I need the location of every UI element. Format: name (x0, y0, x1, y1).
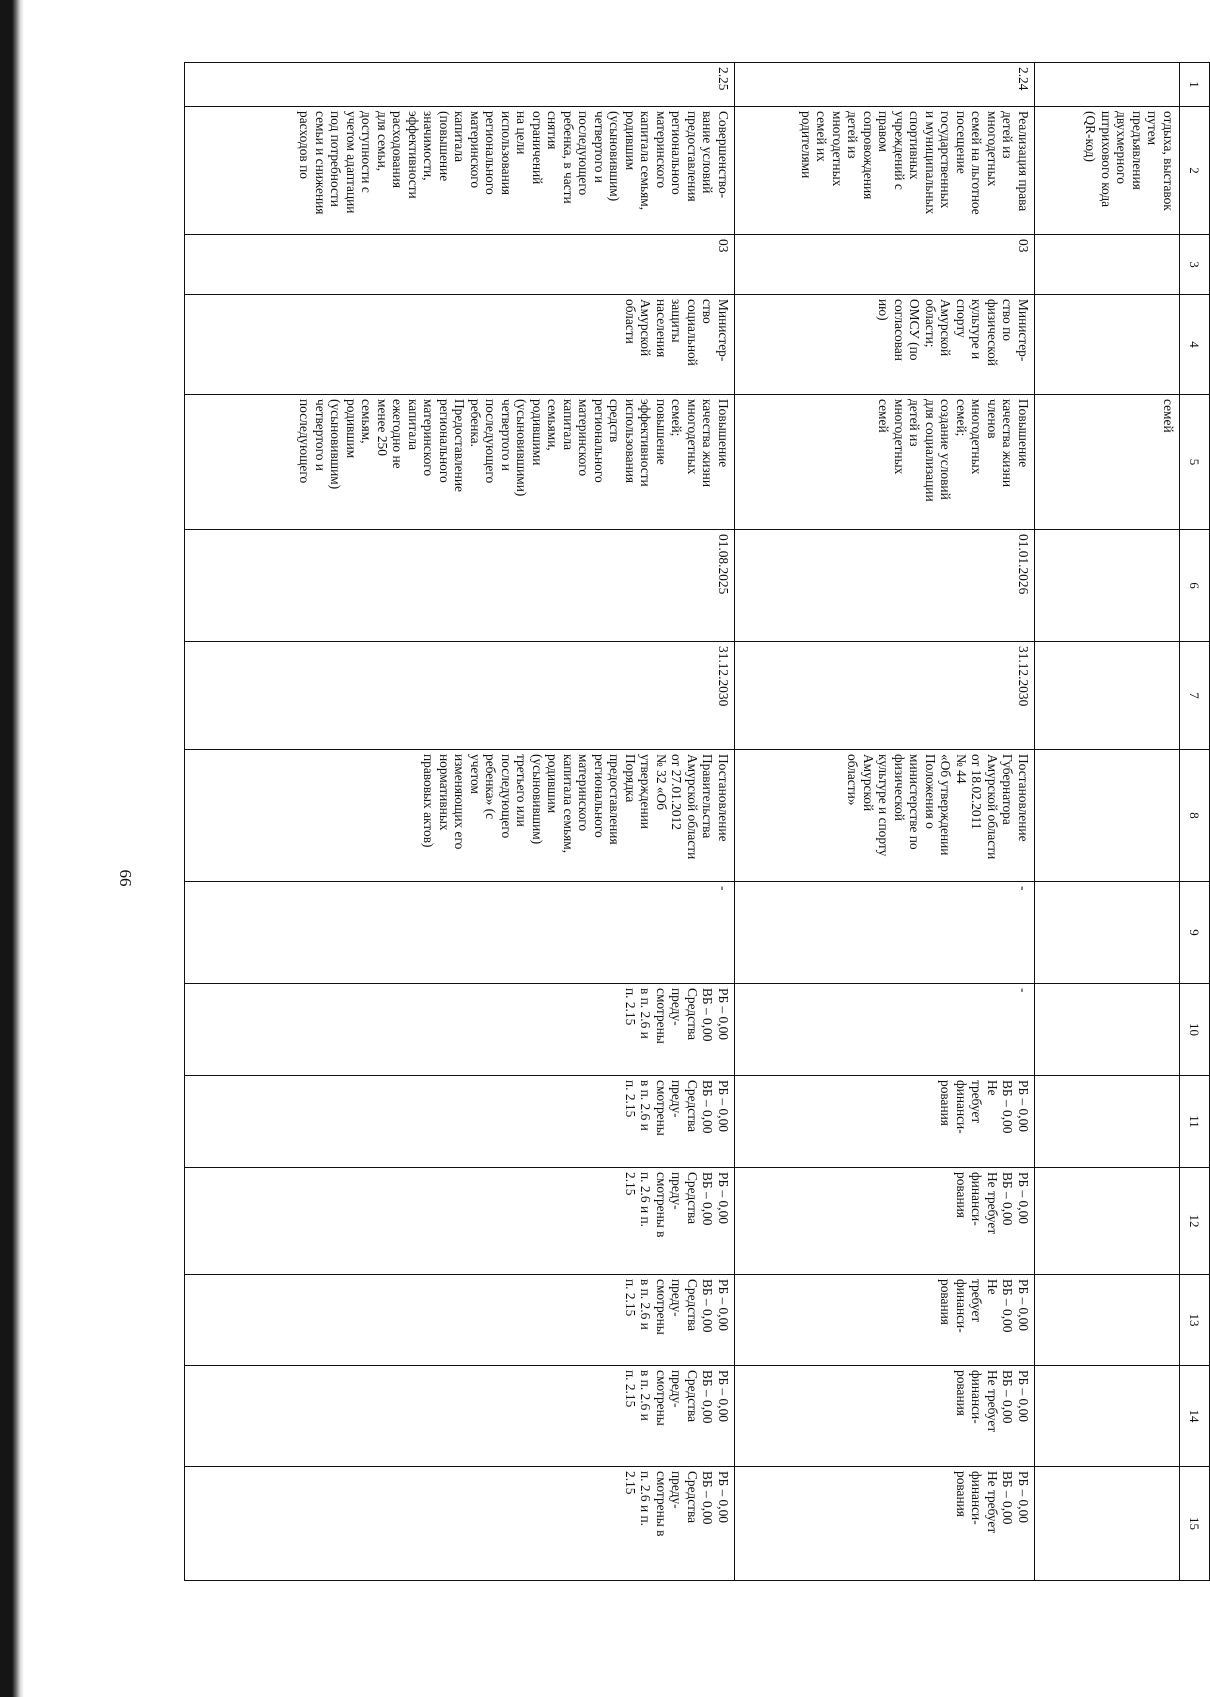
table-cell (1035, 1366, 1180, 1467)
funding-cell: - (735, 984, 1035, 1076)
responsible-executor: Министер- ство социальной защиты населения Амурской области (185, 295, 735, 395)
table-cell (1035, 235, 1180, 295)
start-date: 01.08.2025 (185, 530, 735, 642)
column-number: 11 (1180, 1076, 1210, 1168)
column-number: 8 (1180, 750, 1210, 882)
table-cell (1035, 530, 1180, 642)
measures-table (184, 62, 1210, 1581)
column-number: 4 (1180, 295, 1210, 395)
funding-cell: РБ – 0,00 ВБ – 0,00 Не требует финанси- рования (735, 1168, 1035, 1275)
table-row-continuation (1035, 63, 1180, 1581)
column-number: 15 (1180, 1467, 1210, 1581)
column-number: 10 (1180, 984, 1210, 1076)
table-cell (1035, 295, 1180, 395)
column-number: 12 (1180, 1168, 1210, 1275)
table-cell (1035, 63, 1180, 107)
funding-cell: РБ – 0,00 ВБ – 0,00 Не требует финанси- рования (735, 1366, 1035, 1467)
table-cell (1035, 642, 1180, 750)
funding-cell: РБ – 0,00 ВБ – 0,00 Средства преду- смотрены в п. 2.6 и п. 2.15 (185, 984, 735, 1076)
column-number: 13 (1180, 1275, 1210, 1366)
table-cell: семей (1035, 395, 1180, 530)
measure-name: Реализация права детей из многодетных семей на льготное посещение государственных и муниципальных спортивных учреждений с правом сопровождения детей из многодетных семей их родителями (735, 107, 1035, 235)
funding-cell: - (735, 882, 1035, 984)
funding-cell: РБ – 0,00 ВБ – 0,00 Не требует финанси- рования (735, 1076, 1035, 1168)
table-cell (1035, 984, 1180, 1076)
funding-cell: РБ – 0,00 ВБ – 0,00 Средства преду- смотрены в п. 2.6 и п. 2.15 (185, 1467, 735, 1581)
funding-cell: РБ – 0,00 ВБ – 0,00 Средства преду- смотрены в п. 2.6 и п. 2.15 (185, 1168, 735, 1275)
row-number: 2.24 (735, 63, 1035, 107)
rotated-table-wrapper (185, 62, 1210, 1580)
funding-cell: РБ – 0,00 ВБ – 0,00 Средства преду- смотрены в п. 2.6 и п. 2.15 (185, 1275, 735, 1366)
funding-cell: РБ – 0,00 ВБ – 0,00 Не требует финанси- рования (735, 1467, 1035, 1581)
column-number: 5 (1180, 395, 1210, 530)
column-number: 1 (1180, 63, 1210, 107)
table-cell: отдыха, выставок путем предъявления двухмерного штрихового кода (QR-код) (1035, 107, 1180, 235)
table-cell (1035, 750, 1180, 882)
table-cell (1035, 882, 1180, 984)
column-number: 2 (1180, 107, 1210, 235)
table-cell: 03 (185, 235, 735, 295)
responsible-executor: Министер- ство по физической культуре и спорту Амурской области; ОМСУ (по согласован ию) (735, 295, 1035, 395)
table-cell (1035, 1275, 1180, 1366)
column-number: 7 (1180, 642, 1210, 750)
column-number: 3 (1180, 235, 1210, 295)
table-row (185, 63, 735, 1581)
row-number: 2.25 (185, 63, 735, 107)
expected-result: Повышение качества жизни многодетных семей; повышение эффективности использования средств регионального материнского капитала семьями, родившими (усыновившими) четвертого и последующего ребенка. Предоставление регионального материнского капитала ежегодно не менее 250 семьям, родившим (усыновившим) четвертого и последующего (185, 395, 735, 530)
column-number: 6 (1180, 530, 1210, 642)
page-number: 66 (116, 869, 135, 887)
column-number-row (1180, 63, 1210, 1581)
legal-basis: Постановление Губернатора Амурской области от 18.02.2011 № 44 «Об утверждении Положения о министерстве по физической культуре и спорту Амурской области» (735, 750, 1035, 882)
scan-edge-shadow (0, 0, 24, 1697)
expected-result: Повышение качества жизни членов многодетных семей; создание условий для социализации детей из многодетных семей (735, 395, 1035, 530)
legal-basis: Постановление Правительства Амурской области от 27.01.2012 № 32 «Об утверждении Порядка предоставления регионального материнского капитала семьям, родившим (усыновившим) третьего или последующего ребенка» (с учетом изменяющих его нормативных правовых актов) (185, 750, 735, 882)
funding-cell: РБ – 0,00 ВБ – 0,00 Не требует финанси- рования (735, 1275, 1035, 1366)
table-cell: 03 (735, 235, 1035, 295)
table-cell (1035, 1076, 1180, 1168)
table-cell (1035, 1168, 1180, 1275)
funding-cell: РБ – 0,00 ВБ – 0,00 Средства преду- смотрены в п. 2.6 и п. 2.15 (185, 1076, 735, 1168)
column-number: 14 (1180, 1366, 1210, 1467)
end-date: 31.12.2030 (735, 642, 1035, 750)
start-date: 01.01.2026 (735, 530, 1035, 642)
column-number: 9 (1180, 882, 1210, 984)
funding-cell: РБ – 0,00 ВБ – 0,00 Средства преду- смотрены в п. 2.6 и п. 2.15 (185, 1366, 735, 1467)
table-cell (1035, 1467, 1180, 1581)
table-row (735, 63, 1035, 1581)
measure-name: Совершенство- вание условий предоставления регионального материнского капитала семьям, родившим (усыновившим) четвертого и последующего ребенка, в части снятия ограничений на цели использования регионального материнского капитала (повышение значимости, эффективности расходования для семьи, доступности с учетом адаптации под потребности семьи и снижения расходов по (185, 107, 735, 235)
funding-cell: - (185, 882, 735, 984)
end-date: 31.12.2030 (185, 642, 735, 750)
